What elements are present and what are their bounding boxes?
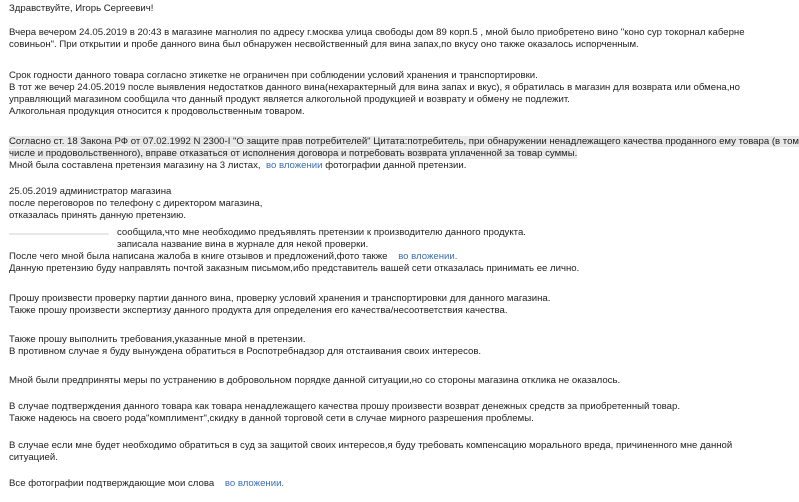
complaint-book-text: После чего мной была написана жалоба в книге отзывов и предложений,фото также: [9, 251, 388, 262]
claim-tail: фотографии данной претензии.: [322, 160, 467, 171]
refund-line-2: Также надеюсь на своего рода"комплимент",скидку в данной торговой сети в случае мирного разрешения проблемы.: [9, 413, 534, 424]
law-citation-highlight-2: числе и продовольственного), вправе отказаться от исполнения договора и потребовать возврата уплаченной за товар суммы.: [9, 148, 578, 159]
admin-refusal-line: отказалась принять данную претензию.: [9, 210, 186, 221]
admin-wrote-line: записала название вина в журнале для некой проверки.: [117, 239, 369, 250]
requirements-line-2: В противном случае я буду вынуждена обратиться в Роспотребнадзор для отстаивания своих интересов.: [9, 346, 482, 357]
admin-call-line: после переговоров по телефону с директором магазина,: [9, 198, 263, 209]
refund-line-1: В случае подтверждения данного товара как товара ненадлежащего качества прошу произвести возврат денежных средств за приобретенный товар.: [9, 401, 680, 412]
attachment-link-photos[interactable]: во вложении.: [224, 478, 285, 489]
paragraph-2-line-1: Срок годности данного товара согласно этикетке не ограничен при соблюдении условий хранения и транспортировки.: [9, 70, 538, 81]
law-citation-line-2: [9, 148, 577, 160]
admin-date-line: 25.05.2019 администратор магазина: [9, 186, 172, 197]
court-line-2: ситуацией.: [9, 452, 58, 463]
claim-text: Мной была составлена претензия магазину на 3 листах,: [9, 160, 261, 171]
redacted-name-1: [9, 233, 109, 235]
requirements-line-1: Также прошу выполнить требования,указанные мной в претензии.: [9, 334, 306, 345]
attachment-link-complaint[interactable]: во вложении.: [398, 251, 458, 262]
paragraph-1-line-2: совиньон". При открытии и пробе данного вина был обнаружен несвойственный для вина запах,по вкусу оно также оказалось испорченным.: [9, 39, 639, 50]
request-check-line-2: Также прошу произвести экспертизу данного продукта для определения его качества/несоответствия качества.: [9, 305, 508, 316]
paragraph-2-line-3: управляющий магазином сообщила что данный продукт является алкогольной продукцией и возврату и обмену не подлежит.: [9, 94, 570, 105]
greeting: Здравствуйте, Игорь Сергеевич!: [9, 3, 154, 14]
paragraph-1-line-1: Вчера вечером 24.05.2019 в 20:43 в магазине магнолия по адресу г.москва улица свободы дом 89 корп.5 , мной было приобретено вино "коно сур токорнал каберне: [9, 27, 745, 38]
law-citation-highlight-1: Согласно ст. 18 Закона РФ от 07.02.1992 N 2300-I "О защите прав потребителей" Цитата:потребитель, при обнаружении ненадлежащего качества проданного ему товара (в том: [9, 136, 799, 147]
complaint-book-line: [9, 251, 457, 263]
measures-line: Мной были предприняты меры по устранению в добровольном порядке данной ситуации,но со стороны магазина отклика не оказалось.: [9, 375, 621, 386]
photos-line: [9, 478, 284, 490]
admin-said-line: сообщила,что мне необходимо предъявлять претензии к производителю данного продукта.: [117, 227, 526, 238]
photos-text: Все фотографии подтверждающие мои слова: [9, 478, 215, 489]
law-citation-line-1: [9, 136, 799, 148]
attachment-link-claim[interactable]: во вложении: [265, 160, 323, 171]
paragraph-2-line-2: В тот же вечер 24.05.2019 после выявления недостатков данного вина(нехарактерный для вина запах и вкус), я обратилась в магазин для возврата или обмена,но: [9, 82, 741, 93]
court-line-1: В случае если мне будет необходимо обратиться в суд за защитой своих интересов,я буду требовать компенсацию морального вреда, причиненного мне данной: [9, 440, 733, 451]
registered-mail-line: Данную претензию буду направлять почтой заказным письмом,ибо представитель вашей сети отказалась принимать ее лично.: [9, 263, 580, 274]
claim-line: [9, 160, 466, 172]
paragraph-2-line-4: Алкогольная продукция относится к продовольственным товаром.: [9, 106, 305, 117]
request-check-line-1: Прошу произвести проверку партии данного вина, проверку условий хранения и транспортировки для данного магазина.: [9, 293, 551, 304]
